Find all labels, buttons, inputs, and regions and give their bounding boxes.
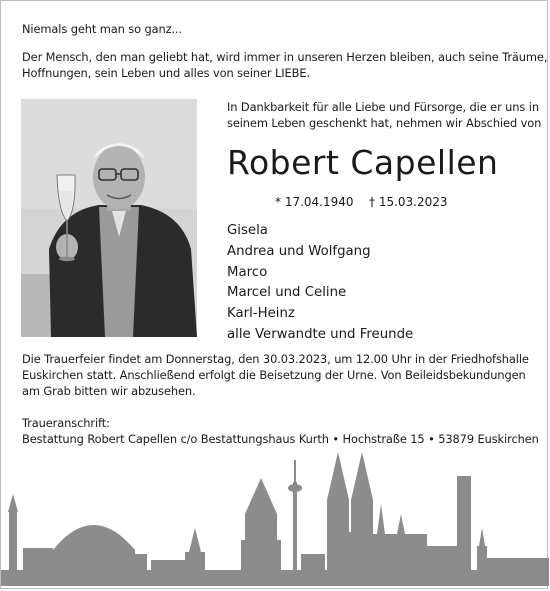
mourner-name: Andrea und Wolfgang: [227, 243, 371, 259]
portrait-illustration: [21, 99, 197, 337]
mourners-list: [227, 221, 413, 346]
birth-date: * 17.04.1940: [275, 195, 354, 209]
intro-line-1: Niemals geht man so ganz...: [22, 22, 183, 36]
mourner-name: Karl-Heinz: [227, 306, 295, 322]
life-dates: [1, 195, 549, 213]
funeral-line-1: Die Trauerfeier findet am Donnerstag, den 30.03.2023, um 12.00 Uhr in der Friedhofshalle: [22, 352, 529, 366]
intro-line-3: Hoffnungen, sein Leben und alles von seiner LIEBE.: [22, 66, 310, 80]
funeral-line-3: am Grab bitten wir abzusehen.: [22, 384, 196, 398]
mourner-name: alle Verwandte und Freunde: [227, 326, 414, 342]
mourner-name: Gisela: [227, 223, 268, 238]
portrait-photo: [21, 99, 197, 337]
funeral-line-2: Euskirchen statt. Anschließend erfolgt die Beisetzung der Urne. Von Beileidsbekundungen: [22, 368, 526, 382]
cologne-skyline: [1, 442, 549, 586]
intro-line-2: Der Mensch, den man geliebt hat, wird immer in unseren Herzen bleiben, auch seine Träume,: [22, 50, 548, 64]
thanks-line-1: In Dankbarkeit für alle Liebe und Fürsorge, die er uns in: [227, 100, 539, 114]
address-line: Bestattung Robert Capellen c/o Bestattungshaus Kurth • Hochstraße 15 • 53879 Euskirchen: [22, 432, 539, 446]
mourner-name: Marcel und Celine: [227, 285, 347, 301]
mourner-name: Marco: [227, 264, 268, 280]
death-date: † 15.03.2023: [369, 195, 448, 209]
thanks-line-2: seinem Leben geschenkt hat, nehmen wir Abschied von: [227, 116, 542, 130]
deceased-name: Robert Capellen: [227, 143, 499, 182]
address-label: Traueranschrift:: [22, 416, 110, 430]
